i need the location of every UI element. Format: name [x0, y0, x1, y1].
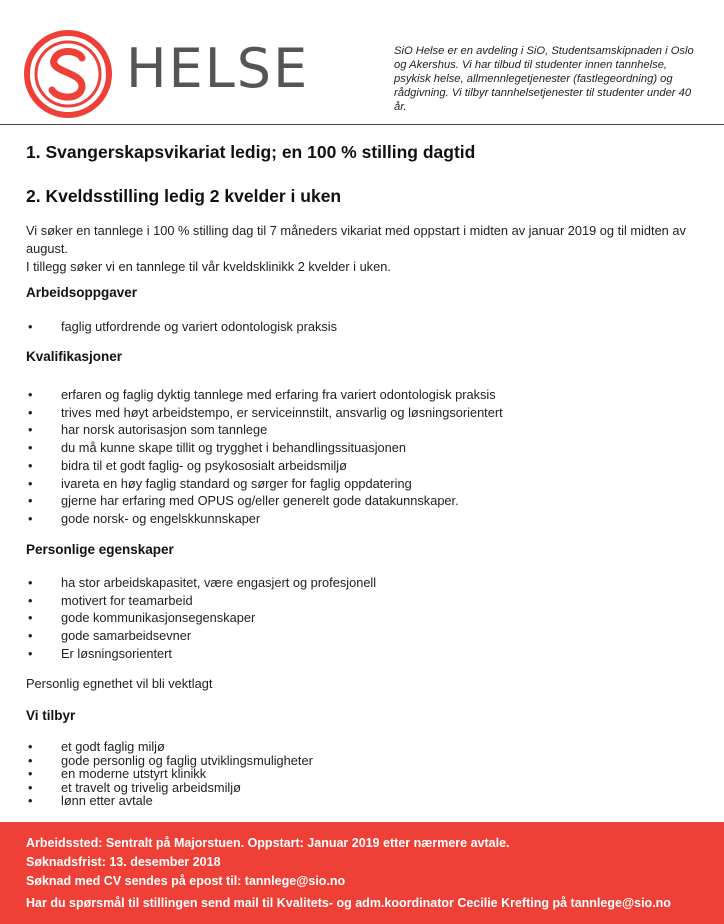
personal-qualities-list — [26, 574, 706, 663]
section-heading-offer: Vi tilbyr — [26, 708, 76, 723]
header — [0, 0, 724, 124]
list-item: • gode samarbeidsevner — [28, 628, 192, 644]
footer-deadline: Søknadsfrist: 13. desember 2018 — [26, 855, 221, 869]
footer-banner — [0, 822, 724, 924]
list-item: • erfaren og faglig dyktig tannlege med erfaring fra variert odontologisk praksis — [28, 387, 496, 402]
list-item: • trives med høyt arbeidstempo, er serviceinnstilt, ansvarlig og løsningsorientert — [28, 404, 503, 420]
intro-paragraph — [26, 222, 706, 276]
list-item: • gode norsk- og engelskkunnskaper — [28, 510, 261, 526]
list-item: • motivert for teamarbeid — [28, 592, 193, 608]
list-item: • du må kunne skape tillit og trygghet i behandlingssituasjonen — [28, 440, 407, 456]
list-item: • faglig utfordrende og variert odontologisk praksis — [28, 319, 338, 334]
list-item: • har norsk autorisasjon som tannlege — [28, 422, 268, 438]
list-item: • gode kommunikasjonsegenskaper — [28, 610, 256, 626]
list-item: • et godt faglig miljø — [28, 739, 165, 754]
footer-location: Arbeidssted: Sentralt på Majorstuen. Oppstart: Januar 2019 etter nærmere avtale. — [26, 836, 510, 850]
offer-list — [26, 740, 706, 808]
tasks-list — [26, 318, 706, 336]
footer-contact: Har du spørsmål til stillingen send mail til Kvalitets- og adm.koordinator Cecilie Krefting på tannlege@sio.no — [26, 896, 671, 910]
list-item: • lønn etter avtale — [28, 793, 153, 808]
intro-line-1: Vi søker en tannlege i 100 % stilling dag til 7 måneders vikariat med oppstart i midten av januar 2019 og til midten av august. — [26, 223, 686, 256]
header-divider — [0, 124, 724, 125]
list-item: • en moderne utstyrt klinikk — [28, 766, 207, 781]
list-item: • ha stor arbeidskapasitet, være engasjert og profesjonell — [28, 575, 377, 590]
qualifications-list — [26, 386, 706, 528]
suitability-note: Personlig egnethet vil bli vektlagt — [26, 676, 213, 691]
sio-s-ring-logo-icon — [24, 30, 112, 118]
brand-wordmark: HELSE — [126, 37, 310, 100]
organization-description: SiO Helse er en avdeling i SiO, Studentsamskipnaden i Oslo og Akershus. Vi har tilbud til studenter innen tannhelse, psykisk helse, allmennlegetjenester (fastlegeordning) og rådgivning. Vi tilbyr tannhelsetjenester til studenter under 40 år. — [394, 45, 694, 113]
footer-apply: Søknad med CV sendes på epost til: tannlege@sio.no — [26, 874, 346, 888]
list-item: • bidra til et godt faglig- og psykososialt arbeidsmiljø — [28, 457, 347, 473]
list-item: • gjerne har erfaring med OPUS og/eller generelt gode datakunnskaper. — [28, 493, 459, 509]
intro-line-2: I tillegg søker vi en tannlege til vår kveldsklinikk 2 kvelder i uken. — [26, 259, 391, 274]
job-title-1: 1. Svangerskapsvikariat ledig; en 100 % stilling dagtid — [26, 142, 476, 162]
job-title-2: 2. Kveldsstilling ledig 2 kvelder i uken — [26, 186, 342, 206]
list-item: • gode personlig og faglig utviklingsmuligheter — [28, 752, 313, 768]
list-item: • ivareta en høy faglig standard og sørger for faglig oppdatering — [28, 475, 412, 491]
list-item: • et travelt og trivelig arbeidsmiljø — [28, 779, 241, 795]
section-heading-qualifications: Kvalifikasjoner — [26, 349, 123, 364]
section-heading-personal: Personlige egenskaper — [26, 542, 174, 557]
list-item: • Er løsningsorientert — [28, 645, 172, 661]
section-heading-tasks: Arbeidsoppgaver — [26, 285, 138, 300]
